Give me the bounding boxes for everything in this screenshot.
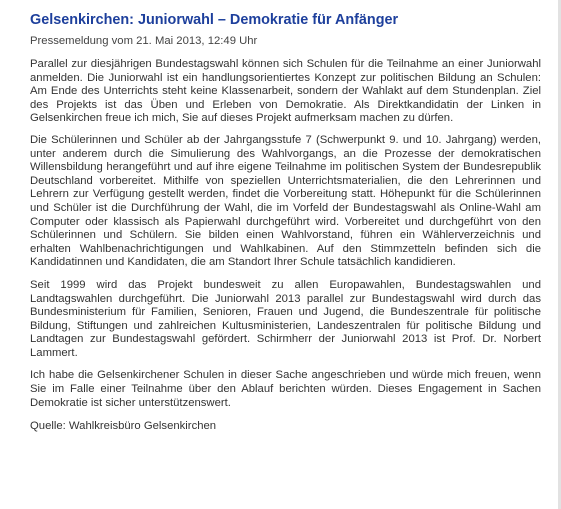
article-paragraph-1: Parallel zur diesjährigen Bundestagswahl können sich Schulen für die Teilnahme an einer Juniorwahl anmelden. Die Juniorwahl ist ein handlungsorientiertes Konzept zur politischen Bildung an Schulen: Am Ende des Unterrichts steht keine Klassenarbeit, sondern der Wahlakt auf dem Stundenplan. Ziel des Projekts ist das Üben und Erleben von Demokratie. Als Direktkandidatin der Linken in Gelsenkirchen freue ich mich, Sie auf dieses Projekt aufmerksam machen zu dürfen.: [30, 58, 541, 125]
article-source: Quelle: Wahlkreisbüro Gelsenkirchen: [30, 420, 217, 433]
article-paragraph-4: Ich habe die Gelsenkirchener Schulen in dieser Sache angeschrieben und würde mich freuen, wenn Sie im Falle einer Teilnahme über den Ablauf berichten würden. Dieses Engagement in Sachen Demokratie ist sicher unterstützenswert.: [30, 369, 541, 409]
article-date: Pressemeldung vom 21. Mai 2013, 12:49 Uhr: [30, 35, 258, 47]
article-paragraph-2: Die Schülerinnen und Schüler ab der Jahrgangsstufe 7 (Schwerpunkt 9. und 10. Jahrgang) werden, unter anderem durch die Simulierung des Wahlvorgangs, an die Prozesse der demokratischen Willensbildung herangeführt und auf ihre eigene Teilnahme im politischen System der Bundesrepublik Deutschland vorbereitet. Mithilfe von speziellen Unterrichtsmaterialien, die den Lehrerinnen und Lehrern zur Verfügung gestellt werden, findet die Vorbereitung statt. Höhepunkt für die Schülerinnen und Schüler ist die Durchführung der Wahl, die im Vorfeld der Bundestagswahl als Online-Wahl am Computer oder klassisch als Papierwahl durchgeführt wird. Vorbereitet und durchgeführt von den Schülerinnen und Schülern. Sie bilden einen Wahlvorstand, führen ein Wählerverzeichnis und erhalten Wahlbenachrichtigungen und Wahlkabinen. Auf den Stimmzetteln befinden sich die Kandidatinnen und Kandidaten, die am Standort Ihrer Schule tatsächlich kandidieren.: [30, 133, 541, 269]
article-title: Gelsenkirchen: Juniorwahl – Demokratie für Anfänger: [30, 12, 399, 28]
article-paragraph-3: Seit 1999 wird das Projekt bundesweit zu allen Europawahlen, Bundestagswahlen und Landtagswahlen durchgeführt. Die Juniorwahl 2013 parallel zur Bundestagswahl wird durch das Bundesministerium für Familien, Senioren, Frauen und Jugend, die Bundeszentrale für politische Bildung, Stiftungen und zahlreichen Kultusministerien, Landeszentralen für politische Bildung und Landtagen zur Bundestagswahl gefördert. Schirmherr der Juniorwahl 2013 ist Prof. Dr. Norbert Lammert.: [30, 278, 541, 359]
